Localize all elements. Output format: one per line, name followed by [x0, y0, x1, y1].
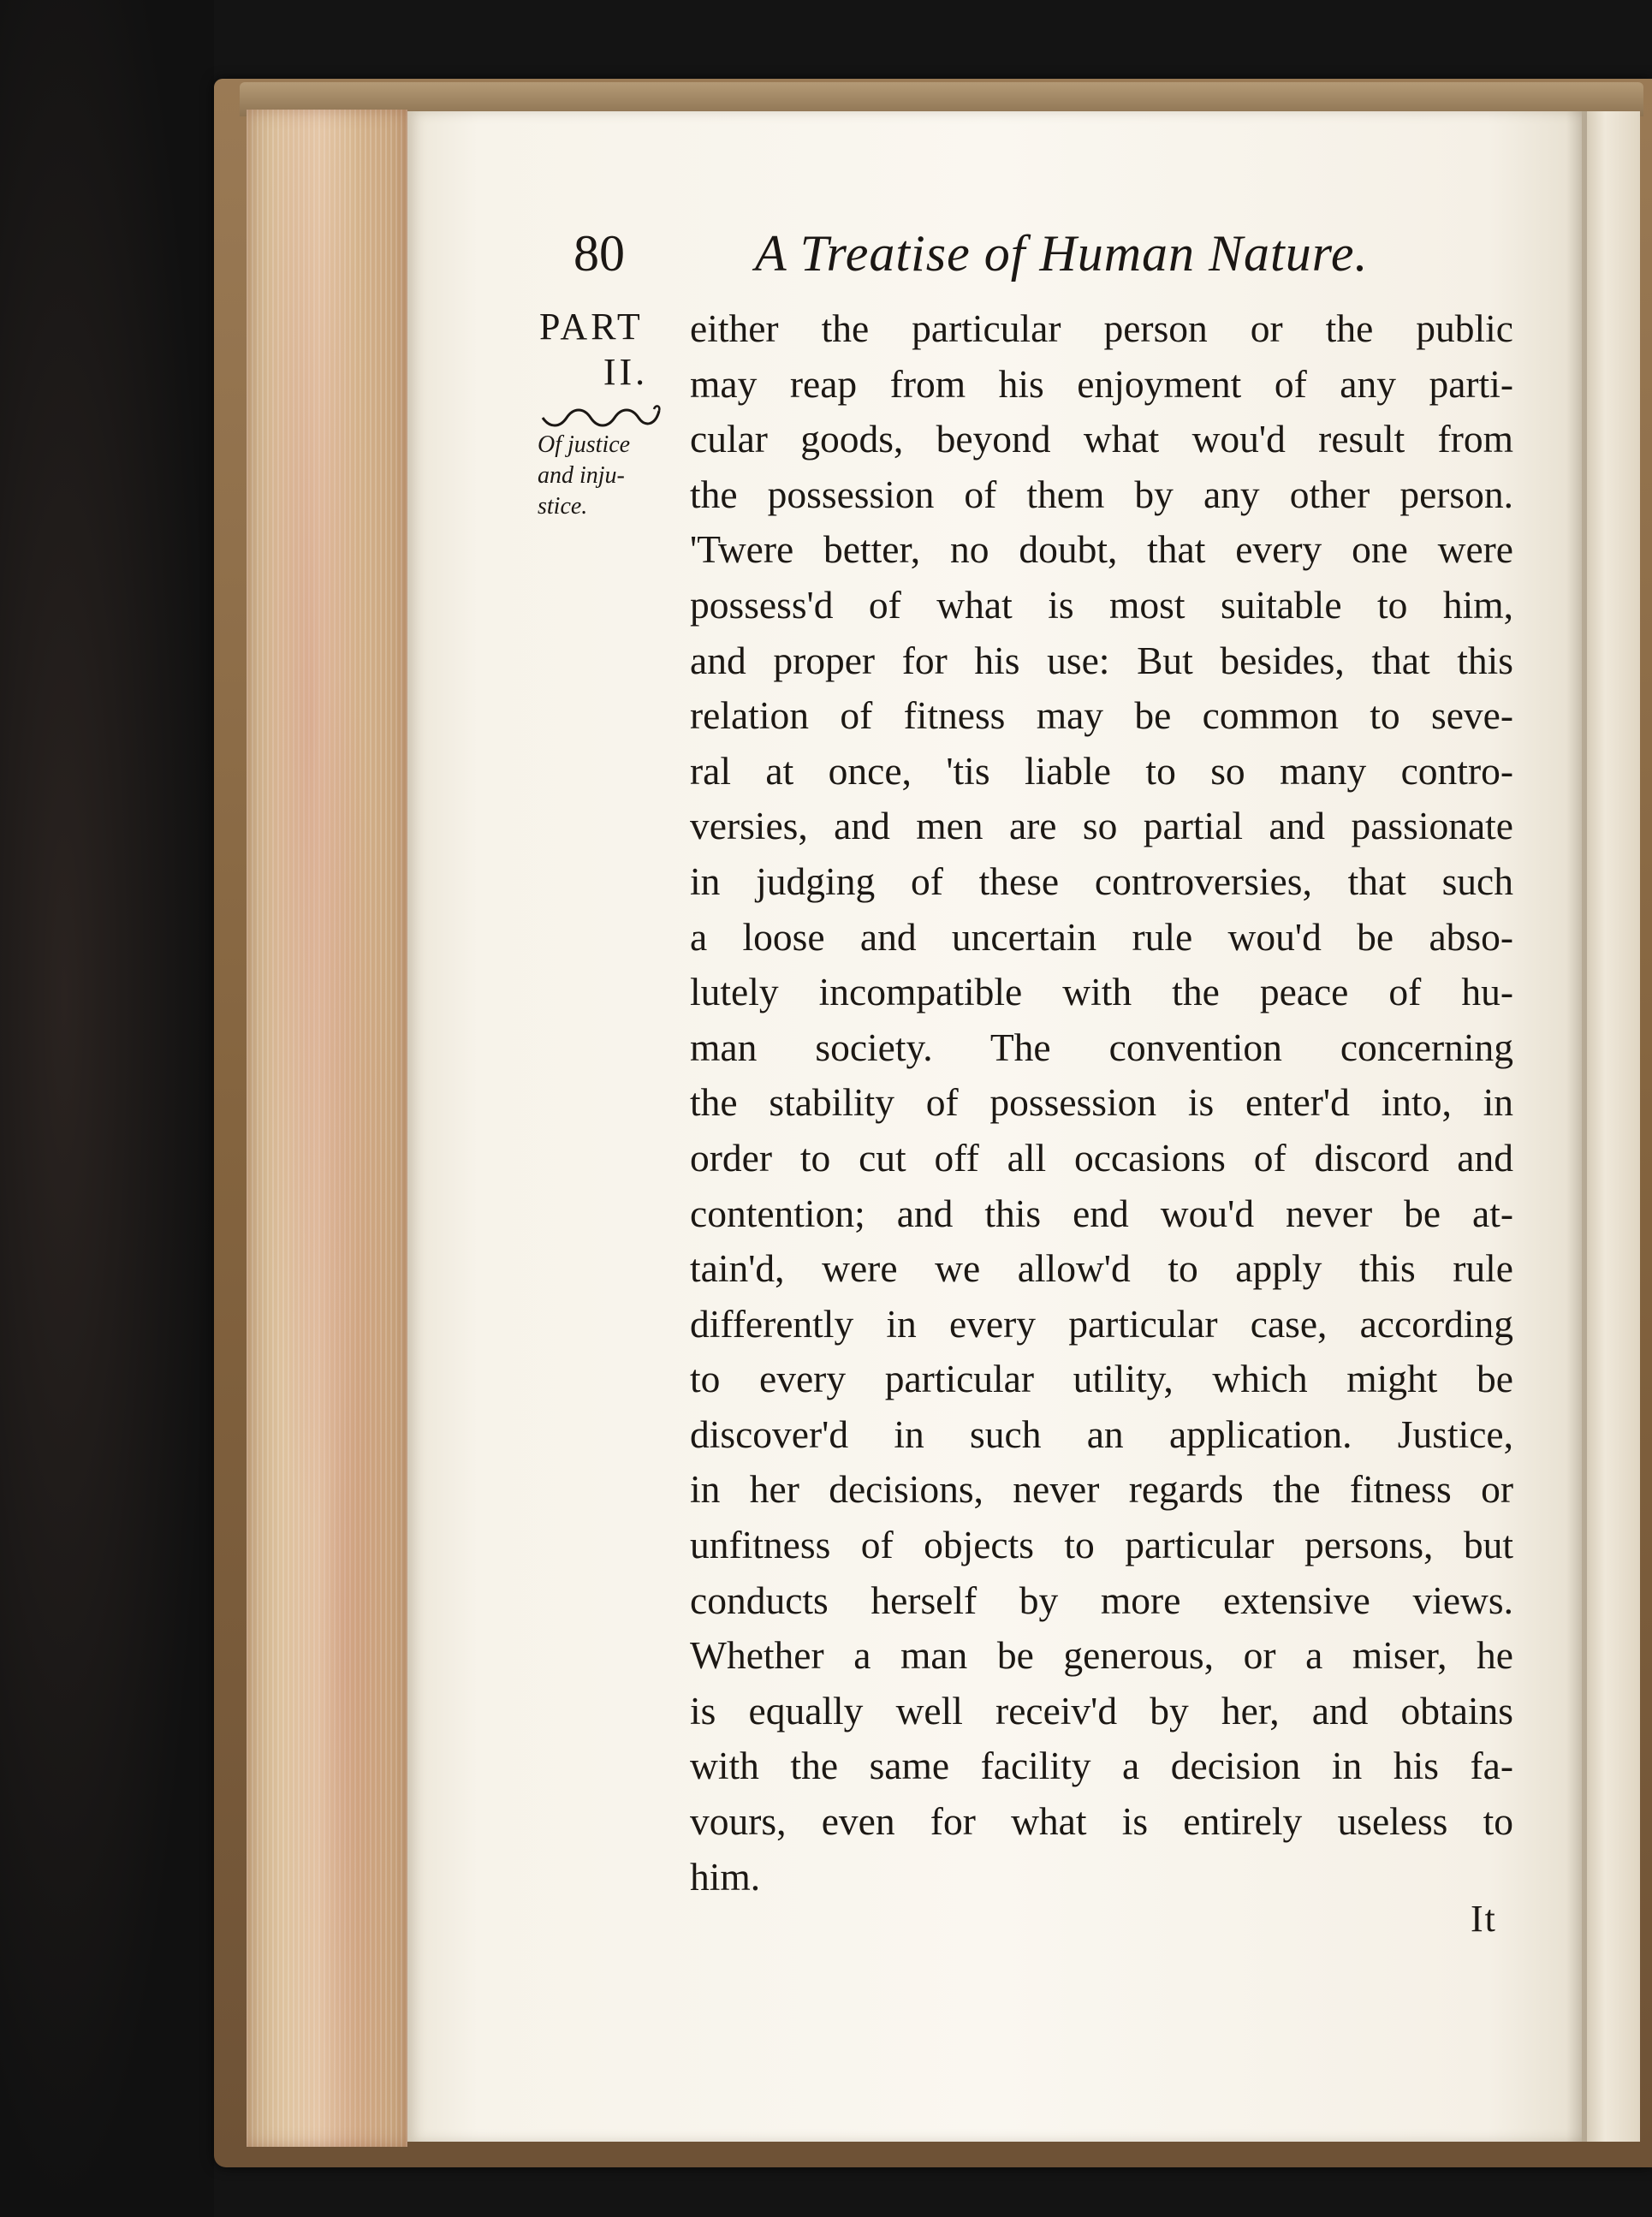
text-line: contention; and this end wou'd never be at-	[690, 1191, 1513, 1235]
text-line: and proper for his use: But besides, that this	[690, 638, 1513, 682]
text-line: man society. The convention concerning	[690, 1025, 1513, 1069]
text-line: possess'd of what is most suitable to him,	[690, 582, 1513, 627]
text-line: with the same facility a decision in his fa-	[690, 1744, 1513, 1788]
text-line: cular goods, beyond what wou'd result from	[690, 417, 1513, 461]
marginal-note	[538, 430, 657, 522]
marginal-note-line: stice.	[538, 493, 588, 520]
text-line: vours, even for what is entirely useless to	[690, 1799, 1513, 1844]
text-line: Whether a man be generous, or a miser, he	[690, 1633, 1513, 1678]
page-number: 80	[573, 225, 625, 282]
text-line: in her decisions, never regards the fitness or	[690, 1467, 1513, 1512]
text-line: tain'd, were we allow'd to apply this rule	[690, 1246, 1513, 1291]
text-line: to every particular utility, which might be	[690, 1357, 1513, 1401]
text-line: is equally well receiv'd by her, and obtains	[690, 1688, 1513, 1733]
text-line: lutely incompatible with the peace of hu-	[690, 970, 1513, 1014]
text-line: unfitness of objects to particular persons, but	[690, 1523, 1513, 1567]
text-line: 'Twere better, no doubt, that every one were	[690, 527, 1513, 572]
part-label: PART	[539, 306, 644, 348]
text-line: the stability of possession is enter'd into, in	[690, 1080, 1513, 1125]
gutter-shadow	[1566, 111, 1587, 2142]
running-head	[573, 224, 1447, 293]
text-line: a loose and uncertain rule wou'd be abso-	[690, 914, 1513, 959]
text-line: in judging of these controversies, that such	[690, 859, 1513, 903]
text-line: relation of fitness may be common to seve-	[690, 693, 1513, 738]
text-line: conducts herself by more extensive views.	[690, 1578, 1513, 1622]
text-line: discover'd in such an application. Justice,	[690, 1412, 1513, 1456]
marginal-note-line: Of justice	[538, 431, 631, 458]
text-line: ral at once, 'tis liable to so many contro-	[690, 748, 1513, 793]
text-line: versies, and men are so partial and passionate	[690, 804, 1513, 848]
catchword: It	[1471, 1898, 1497, 1940]
part-number: II.	[603, 351, 649, 393]
page-edges	[247, 110, 407, 2147]
background-dark	[0, 0, 214, 2217]
part-heading	[539, 305, 683, 394]
running-title: A Treatise of Human Nature.	[755, 225, 1369, 282]
text-line: differently in every particular case, according	[690, 1301, 1513, 1346]
text-line: either the particular person or the public	[690, 306, 1513, 350]
facing-page-edge	[1582, 111, 1640, 2142]
text-line: may reap from his enjoyment of any parti-	[690, 361, 1513, 406]
ornament-flourish	[538, 399, 664, 433]
marginal-note-line: and inju-	[538, 462, 625, 489]
text-line: him.	[690, 1854, 761, 1899]
text-line: order to cut off all occasions of discord and	[690, 1135, 1513, 1180]
text-line: the possession of them by any other person.	[690, 472, 1513, 516]
body-text	[690, 301, 1513, 1905]
